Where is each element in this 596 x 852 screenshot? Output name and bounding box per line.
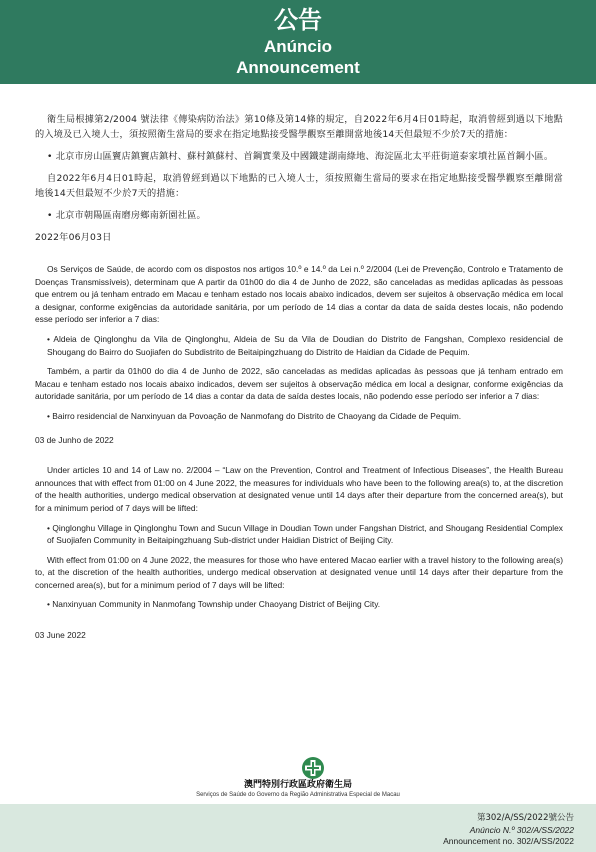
title-pt: Anúncio	[264, 37, 332, 56]
zh-paragraph-1: 衛生局根據第2/2004 號法律《傳染病防治法》第10條及第14條的規定，自2022年6月4日01時起，取消曾經到過以下地點的入境及已入境人士，須按照衛生當局的要求在指定地點接受醫學觀察至離開當地後14天但最短不少於7天的措施：	[35, 114, 563, 140]
en-date: 03 June 2022	[35, 630, 86, 641]
zh-bullet-1: • 北京市房山區竇店鎮竇店鎮村、蘇村鎮蘇村、首鋼實業及中國鐵建湖南綠地、海淀區北太平莊街道泰家墳社區首鋼小區。	[47, 151, 554, 162]
pt-bullet-2: • Bairro residencial de Nanxinyuan da Povoação de Nanmofang do Distrito de Chaoyang da Cidade de Pequim.	[47, 410, 462, 421]
pt-paragraph-2: Também, a partir da 01h00 do dia 4 de Junho de 2022, são canceladas as medidas aplicadas às pessoas que já tenham entrado em Macau e tenham estado nos locais abaixo indicados, devem ser sujeitos à observação médica em local a designar, conforme exigências da autoridade sanitária, por um período de 14 dias a contar da data de saída destes locais, não podendo esse período ser inferior a 7 dias:	[35, 366, 563, 402]
en-bullet-1: • Qinglonghu Village in Qinglonghu Town and Sucun Village in Doudian Town under Fangshan District, and Shougang Residential Complex of Suojiafen Community in Beitaipingzhuang Sub-district under Haidian District of Beijing City.	[47, 522, 563, 546]
en-paragraph-1: Under articles 10 and 14 of Law no. 2/2004 – “Law on the Prevention, Control and Treatment of Infectious Diseases”, the Health Bureau announces that with effect from 01:00 on 4 June 2022, the measures for individuals who have been to the following area(s) to, at the discretion of the health authorities, undergo medical observation at designated venue until 14 days after their departure from the concerned area(s), but for a minimum period of 7 days will be lifted:	[35, 465, 563, 513]
announcement-body	[35, 112, 563, 642]
announcement-number-zh: 第302/A/SS/2022號公告	[476, 813, 574, 823]
announcement-number-pt: Anúncio N.º 302/A/SS/2022	[469, 825, 574, 835]
pt-paragraph-1: Os Serviços de Saúde, de acordo com os dispostos nos artigos 10.º e 14.º da Lei n.º 2/2004 (Lei de Prevenção, Controlo e Tratamento de Doenças Transmissíveis), determinam que A partir da 01h00 do dia 4 de Junho de 2022, são canceladas as medidas aplicadas às pessoas que entrem ou já tenham entrado em Macau e tenham estado nos locais abaixo indicados, devem ser sujeitos à observação médica em local a designar, conforme exigências da autoridade sanitária, por um período de 14 dias a contar da data de saída destes locais, não podendo esse período ser inferior a 7 dias:	[35, 264, 563, 325]
zh-date: 2022年06月03日	[35, 232, 112, 243]
zh-paragraph-2: 自2022年6月4日01時起，取消曾經到過以下地點的已入境人士，須按照衛生當局的要求在指定地點接受醫學觀察至離開當地後14天但最短不少於7天的措施：	[35, 173, 563, 199]
title-en: Announcement	[236, 58, 360, 77]
org-name-zh: 澳門特別行政區政府衛生局	[243, 780, 352, 790]
title-zh: 公告	[274, 6, 322, 34]
pt-date: 03 de Junho de 2022	[35, 434, 114, 445]
zh-bullet-2: • 北京市朝陽區南磨房鄉南新園社區。	[47, 210, 206, 221]
pt-bullet-1: • Aldeia de Qinglonghu da Vila de Qinglonghu, Aldeia de Su da Vila de Doudian do Distrito de Fangshan, Complexo residencial de Shougang do Bairro do Suojiafen do Subdistrito de Beitaipingzhuang do Distrito de Haidian da Cidade de Pequim.	[47, 333, 563, 357]
en-paragraph-2: With effect from 01:00 on 4 June 2022, the measures for those who have entered Macao earlier with a travel history to the following area(s) to, at the discretion of the health authorities, undergo medical observation at designated venue until 14 days after their departure from the concerned area(s), but for a minimum period of 7 days will be lifted:	[35, 554, 563, 590]
org-name-pt: Serviços de Saúde do Governo da Região Administrativa Especial de Macau	[196, 792, 400, 798]
announcement-header	[0, 0, 596, 84]
en-bullet-2: • Nanxinyuan Community in Nanmofang Township under Chaoyang District of Beijing City.	[47, 599, 381, 610]
announcement-number-en: Announcement no. 302/A/SS/2022	[443, 836, 574, 846]
health-bureau-cross-icon	[301, 756, 325, 780]
announcement-footer	[0, 804, 596, 852]
